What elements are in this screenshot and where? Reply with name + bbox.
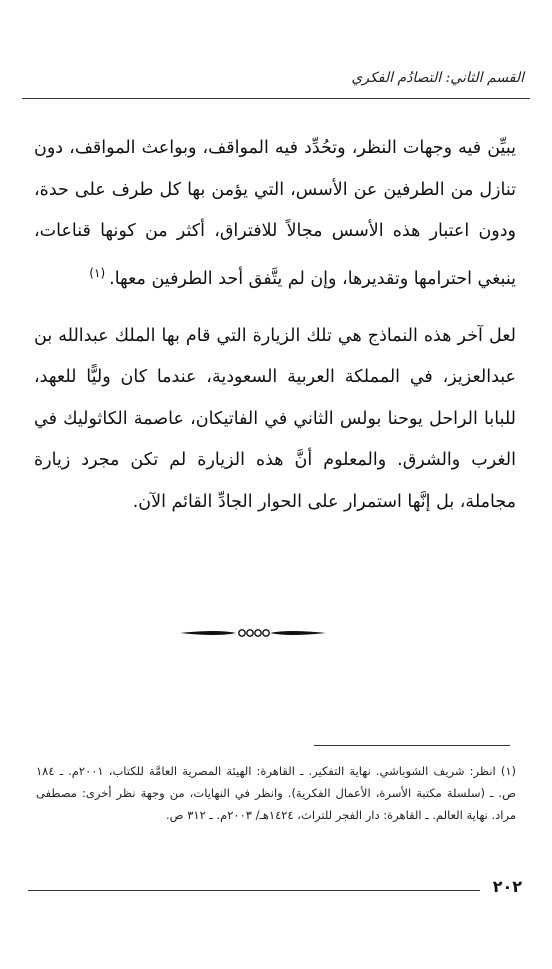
header-rule: [22, 98, 530, 99]
page-number: ٢٠٢: [492, 877, 522, 896]
section-divider-ornament: [178, 623, 328, 643]
footnote: [36, 760, 516, 826]
paragraph-2: لعل آخر هذه النماذج هي تلك الزيارة التي قام بها الملك عبدالله بن عبدالعزيز، في المملكة العربية السعودية، عندما كان وليًّا للعهد، للبابا الراحل يوحنا بولس الثاني في الفاتيكان، عاصمة الكاثوليك في الغرب والشرق. والمعلوم أنَّ هذه الزيارة لم تكن مجرد زيارة مجاملة، بل إنَّها استمرار على الحوار الجادِّ القائم الآن.: [34, 325, 516, 512]
footnote-reference[interactable]: (١): [89, 265, 106, 280]
body-text: [34, 128, 516, 523]
footer-rule: [28, 890, 480, 891]
paragraph-1: [34, 128, 516, 300]
footnote-text: (١) انظر: شريف الشوباشي. نهاية التفكير. ـ القاهرة: الهيئة المصرية العامَّة للكتاب، ٢٠٠١م. ـ ١٨٤ ص. ـ (سلسلة مكتبة الأسرة، الأعمال الفكرية). وانظر في النهايات، من وجهة نظر أخرى: مصطفى مراد. نهاية العالم. ـ القاهرة: دار الفجر للتراث، ١٤٢٤هـ/ ٢٠٠٣م. ـ ٣١٢ ص.: [36, 764, 516, 822]
running-title: القسم الثاني: التصادُم الفكري: [351, 70, 524, 86]
footnote-rule: [314, 745, 510, 746]
paragraph-1-text: يبيِّن فيه وجهات النظر، وتحُدِّد فيه المواقف، وبواعث المواقف، دون تنازل من الطرفين عن الأسس، التي يؤمن بها كل طرف على حدة، ودون اعتبار هذه الأسس مجالاً للافتراق، أكثر من كونها قناعات، ينبغي احترامها وتقديرها، وإن لم يتَّفق أحد الطرفين معها.: [34, 138, 516, 289]
running-header: [28, 70, 524, 86]
